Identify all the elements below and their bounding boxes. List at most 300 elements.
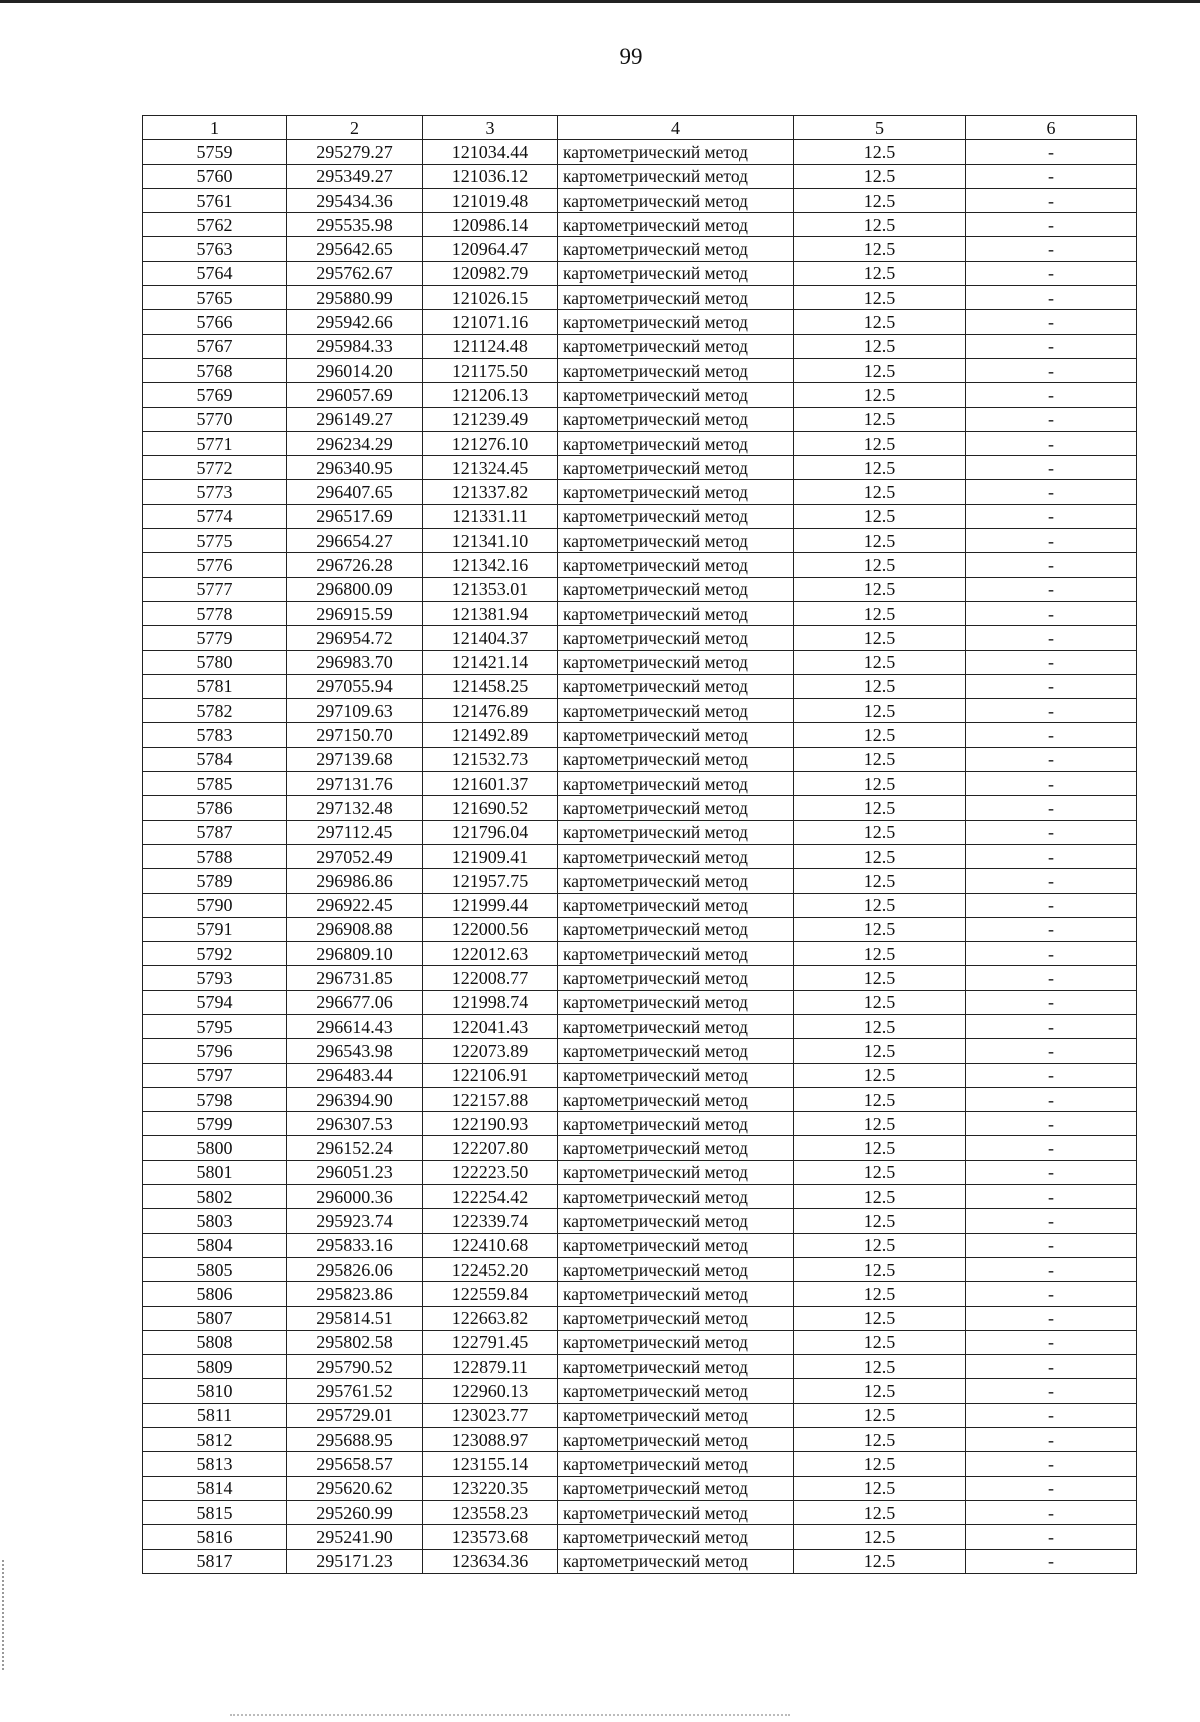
note-cell: - — [966, 601, 1137, 625]
method-cell: картометрический метод — [558, 1039, 794, 1063]
x-coordinate-cell: 296000.36 — [287, 1185, 423, 1209]
y-coordinate-cell: 123155.14 — [423, 1452, 558, 1476]
table-row — [143, 1039, 1137, 1063]
table-row — [143, 650, 1137, 674]
x-coordinate-cell: 297132.48 — [287, 796, 423, 820]
method-cell: картометрический метод — [558, 1063, 794, 1087]
note-cell: - — [966, 1209, 1137, 1233]
note-cell: - — [966, 1039, 1137, 1063]
note-cell: - — [966, 747, 1137, 771]
note-cell: - — [966, 674, 1137, 698]
note-cell: - — [966, 990, 1137, 1014]
note-cell: - — [966, 529, 1137, 553]
table-row — [143, 286, 1137, 310]
method-cell: картометрический метод — [558, 1452, 794, 1476]
y-coordinate-cell: 123088.97 — [423, 1428, 558, 1452]
accuracy-cell: 12.5 — [794, 796, 966, 820]
table-row — [143, 626, 1137, 650]
y-coordinate-cell: 122663.82 — [423, 1306, 558, 1330]
accuracy-cell: 12.5 — [794, 1063, 966, 1087]
method-cell: картометрический метод — [558, 310, 794, 334]
method-cell: картометрический метод — [558, 188, 794, 212]
y-coordinate-cell: 121071.16 — [423, 310, 558, 334]
x-coordinate-cell: 296731.85 — [287, 966, 423, 990]
method-cell: картометрический метод — [558, 1549, 794, 1573]
accuracy-cell: 12.5 — [794, 1039, 966, 1063]
point-number-cell: 5788 — [143, 844, 287, 868]
y-coordinate-cell: 121404.37 — [423, 626, 558, 650]
note-cell: - — [966, 1403, 1137, 1427]
table-row — [143, 1112, 1137, 1136]
table-row — [143, 844, 1137, 868]
note-cell: - — [966, 310, 1137, 334]
y-coordinate-cell: 121331.11 — [423, 504, 558, 528]
y-coordinate-cell: 121337.82 — [423, 480, 558, 504]
point-number-cell: 5766 — [143, 310, 287, 334]
note-cell: - — [966, 772, 1137, 796]
note-cell: - — [966, 407, 1137, 431]
note-cell: - — [966, 650, 1137, 674]
method-cell: картометрический метод — [558, 553, 794, 577]
table-row — [143, 237, 1137, 261]
x-coordinate-cell: 295942.66 — [287, 310, 423, 334]
point-number-cell: 5817 — [143, 1549, 287, 1573]
x-coordinate-cell: 295241.90 — [287, 1525, 423, 1549]
x-coordinate-cell: 295620.62 — [287, 1476, 423, 1500]
accuracy-cell: 12.5 — [794, 1257, 966, 1281]
method-cell: картометрический метод — [558, 796, 794, 820]
accuracy-cell: 12.5 — [794, 310, 966, 334]
table-row — [143, 1014, 1137, 1038]
method-cell: картометрический метод — [558, 626, 794, 650]
method-cell: картометрический метод — [558, 1428, 794, 1452]
accuracy-cell: 12.5 — [794, 1525, 966, 1549]
accuracy-cell: 12.5 — [794, 1112, 966, 1136]
x-coordinate-cell: 296051.23 — [287, 1160, 423, 1184]
note-cell: - — [966, 1452, 1137, 1476]
point-number-cell: 5809 — [143, 1355, 287, 1379]
y-coordinate-cell: 121999.44 — [423, 893, 558, 917]
point-number-cell: 5779 — [143, 626, 287, 650]
y-coordinate-cell: 122207.80 — [423, 1136, 558, 1160]
y-coordinate-cell: 121909.41 — [423, 844, 558, 868]
method-cell: картометрический метод — [558, 1209, 794, 1233]
accuracy-cell: 12.5 — [794, 893, 966, 917]
table-row — [143, 893, 1137, 917]
accuracy-cell: 12.5 — [794, 966, 966, 990]
table-row — [143, 674, 1137, 698]
x-coordinate-cell: 296915.59 — [287, 601, 423, 625]
x-coordinate-cell: 296407.65 — [287, 480, 423, 504]
note-cell: - — [966, 869, 1137, 893]
x-coordinate-cell: 295658.57 — [287, 1452, 423, 1476]
x-coordinate-cell: 295535.98 — [287, 213, 423, 237]
point-number-cell: 5807 — [143, 1306, 287, 1330]
top-border-rule — [0, 0, 1200, 3]
method-cell: картометрический метод — [558, 164, 794, 188]
note-cell: - — [966, 213, 1137, 237]
y-coordinate-cell: 122041.43 — [423, 1014, 558, 1038]
table-row — [143, 820, 1137, 844]
note-cell: - — [966, 358, 1137, 382]
point-number-cell: 5771 — [143, 431, 287, 455]
accuracy-cell: 12.5 — [794, 1014, 966, 1038]
method-cell: картометрический метод — [558, 358, 794, 382]
table-row — [143, 942, 1137, 966]
method-cell: картометрический метод — [558, 529, 794, 553]
column-header: 2 — [287, 116, 423, 140]
x-coordinate-cell: 295814.51 — [287, 1306, 423, 1330]
table-row — [143, 456, 1137, 480]
method-cell: картометрический метод — [558, 334, 794, 358]
y-coordinate-cell: 121026.15 — [423, 286, 558, 310]
accuracy-cell: 12.5 — [794, 1087, 966, 1111]
table-row — [143, 1379, 1137, 1403]
table-row — [143, 480, 1137, 504]
point-number-cell: 5816 — [143, 1525, 287, 1549]
table-row — [143, 334, 1137, 358]
table-row — [143, 1330, 1137, 1354]
accuracy-cell: 12.5 — [794, 1282, 966, 1306]
y-coordinate-cell: 122073.89 — [423, 1039, 558, 1063]
table-row — [143, 383, 1137, 407]
accuracy-cell: 12.5 — [794, 407, 966, 431]
accuracy-cell: 12.5 — [794, 213, 966, 237]
accuracy-cell: 12.5 — [794, 699, 966, 723]
point-number-cell: 5801 — [143, 1160, 287, 1184]
x-coordinate-cell: 297139.68 — [287, 747, 423, 771]
y-coordinate-cell: 122879.11 — [423, 1355, 558, 1379]
accuracy-cell: 12.5 — [794, 650, 966, 674]
y-coordinate-cell: 121796.04 — [423, 820, 558, 844]
y-coordinate-cell: 121381.94 — [423, 601, 558, 625]
table-row — [143, 261, 1137, 285]
point-number-cell: 5810 — [143, 1379, 287, 1403]
method-cell: картометрический метод — [558, 1525, 794, 1549]
note-cell: - — [966, 1525, 1137, 1549]
note-cell: - — [966, 1500, 1137, 1524]
note-cell: - — [966, 1549, 1137, 1573]
page-number: 99 — [619, 44, 643, 69]
accuracy-cell: 12.5 — [794, 1306, 966, 1330]
table-row — [143, 1233, 1137, 1257]
y-coordinate-cell: 121476.89 — [423, 699, 558, 723]
method-cell: картометрический метод — [558, 407, 794, 431]
point-number-cell: 5795 — [143, 1014, 287, 1038]
method-cell: картометрический метод — [558, 917, 794, 941]
note-cell: - — [966, 966, 1137, 990]
table-row — [143, 723, 1137, 747]
note-cell: - — [966, 1112, 1137, 1136]
accuracy-cell: 12.5 — [794, 601, 966, 625]
x-coordinate-cell: 295984.33 — [287, 334, 423, 358]
table-row — [143, 1185, 1137, 1209]
table-row — [143, 1355, 1137, 1379]
table-row — [143, 504, 1137, 528]
y-coordinate-cell: 121342.16 — [423, 553, 558, 577]
table-row — [143, 188, 1137, 212]
accuracy-cell: 12.5 — [794, 1428, 966, 1452]
y-coordinate-cell: 122960.13 — [423, 1379, 558, 1403]
method-cell: картометрический метод — [558, 1112, 794, 1136]
accuracy-cell: 12.5 — [794, 942, 966, 966]
point-number-cell: 5780 — [143, 650, 287, 674]
y-coordinate-cell: 121036.12 — [423, 164, 558, 188]
accuracy-cell: 12.5 — [794, 869, 966, 893]
accuracy-cell: 12.5 — [794, 1476, 966, 1500]
note-cell: - — [966, 286, 1137, 310]
note-cell: - — [966, 1014, 1137, 1038]
method-cell: картометрический метод — [558, 1403, 794, 1427]
note-cell: - — [966, 140, 1137, 164]
note-cell: - — [966, 1185, 1137, 1209]
point-number-cell: 5815 — [143, 1500, 287, 1524]
x-coordinate-cell: 296986.86 — [287, 869, 423, 893]
accuracy-cell: 12.5 — [794, 577, 966, 601]
y-coordinate-cell: 120964.47 — [423, 237, 558, 261]
method-cell: картометрический метод — [558, 213, 794, 237]
table-row — [143, 577, 1137, 601]
y-coordinate-cell: 121206.13 — [423, 383, 558, 407]
table-row — [143, 1500, 1137, 1524]
x-coordinate-cell: 295762.67 — [287, 261, 423, 285]
accuracy-cell: 12.5 — [794, 1452, 966, 1476]
accuracy-cell: 12.5 — [794, 747, 966, 771]
note-cell: - — [966, 383, 1137, 407]
x-coordinate-cell: 296152.24 — [287, 1136, 423, 1160]
y-coordinate-cell: 122190.93 — [423, 1112, 558, 1136]
point-number-cell: 5783 — [143, 723, 287, 747]
point-number-cell: 5808 — [143, 1330, 287, 1354]
accuracy-cell: 12.5 — [794, 723, 966, 747]
y-coordinate-cell: 122223.50 — [423, 1160, 558, 1184]
method-cell: картометрический метод — [558, 966, 794, 990]
point-number-cell: 5800 — [143, 1136, 287, 1160]
accuracy-cell: 12.5 — [794, 772, 966, 796]
accuracy-cell: 12.5 — [794, 286, 966, 310]
x-coordinate-cell: 296654.27 — [287, 529, 423, 553]
note-cell: - — [966, 796, 1137, 820]
x-coordinate-cell: 296340.95 — [287, 456, 423, 480]
method-cell: картометрический метод — [558, 504, 794, 528]
table-row — [143, 1160, 1137, 1184]
accuracy-cell: 12.5 — [794, 383, 966, 407]
x-coordinate-cell: 296614.43 — [287, 1014, 423, 1038]
accuracy-cell: 12.5 — [794, 480, 966, 504]
column-header: 4 — [558, 116, 794, 140]
x-coordinate-cell: 296517.69 — [287, 504, 423, 528]
y-coordinate-cell: 122000.56 — [423, 917, 558, 941]
x-coordinate-cell: 295923.74 — [287, 1209, 423, 1233]
accuracy-cell: 12.5 — [794, 1379, 966, 1403]
y-coordinate-cell: 122254.42 — [423, 1185, 558, 1209]
x-coordinate-cell: 295833.16 — [287, 1233, 423, 1257]
y-coordinate-cell: 121019.48 — [423, 188, 558, 212]
point-number-cell: 5797 — [143, 1063, 287, 1087]
point-number-cell: 5789 — [143, 869, 287, 893]
y-coordinate-cell: 122452.20 — [423, 1257, 558, 1281]
table-row — [143, 431, 1137, 455]
point-number-cell: 5782 — [143, 699, 287, 723]
point-number-cell: 5784 — [143, 747, 287, 771]
accuracy-cell: 12.5 — [794, 529, 966, 553]
point-number-cell: 5792 — [143, 942, 287, 966]
accuracy-cell: 12.5 — [794, 504, 966, 528]
y-coordinate-cell: 121690.52 — [423, 796, 558, 820]
method-cell: картометрический метод — [558, 1185, 794, 1209]
note-cell: - — [966, 942, 1137, 966]
table-row — [143, 407, 1137, 431]
point-number-cell: 5781 — [143, 674, 287, 698]
column-header: 1 — [143, 116, 287, 140]
method-cell: картометрический метод — [558, 893, 794, 917]
point-number-cell: 5777 — [143, 577, 287, 601]
note-cell: - — [966, 1306, 1137, 1330]
x-coordinate-cell: 296983.70 — [287, 650, 423, 674]
point-number-cell: 5772 — [143, 456, 287, 480]
note-cell: - — [966, 723, 1137, 747]
x-coordinate-cell: 295790.52 — [287, 1355, 423, 1379]
note-cell: - — [966, 917, 1137, 941]
note-cell: - — [966, 577, 1137, 601]
method-cell: картометрический метод — [558, 674, 794, 698]
x-coordinate-cell: 296726.28 — [287, 553, 423, 577]
accuracy-cell: 12.5 — [794, 1549, 966, 1573]
method-cell: картометрический метод — [558, 990, 794, 1014]
x-coordinate-cell: 295349.27 — [287, 164, 423, 188]
accuracy-cell: 12.5 — [794, 1403, 966, 1427]
x-coordinate-cell: 295642.65 — [287, 237, 423, 261]
x-coordinate-cell: 295434.36 — [287, 188, 423, 212]
point-number-cell: 5760 — [143, 164, 287, 188]
column-header: 3 — [423, 116, 558, 140]
table-body — [143, 140, 1137, 1574]
method-cell: картометрический метод — [558, 601, 794, 625]
method-cell: картометрический метод — [558, 723, 794, 747]
note-cell: - — [966, 699, 1137, 723]
table-row — [143, 213, 1137, 237]
point-number-cell: 5776 — [143, 553, 287, 577]
table-row — [143, 358, 1137, 382]
margin-scan-marks — [2, 1560, 6, 1670]
x-coordinate-cell: 297109.63 — [287, 699, 423, 723]
note-cell: - — [966, 626, 1137, 650]
note-cell: - — [966, 456, 1137, 480]
x-coordinate-cell: 295761.52 — [287, 1379, 423, 1403]
table-row — [143, 699, 1137, 723]
column-header: 6 — [966, 116, 1137, 140]
x-coordinate-cell: 295260.99 — [287, 1500, 423, 1524]
x-coordinate-cell: 295279.27 — [287, 140, 423, 164]
y-coordinate-cell: 121957.75 — [423, 869, 558, 893]
point-number-cell: 5763 — [143, 237, 287, 261]
table-row — [143, 310, 1137, 334]
note-cell: - — [966, 553, 1137, 577]
y-coordinate-cell: 122106.91 — [423, 1063, 558, 1087]
accuracy-cell: 12.5 — [794, 1500, 966, 1524]
method-cell: картометрический метод — [558, 1160, 794, 1184]
method-cell: картометрический метод — [558, 1500, 794, 1524]
column-header: 5 — [794, 116, 966, 140]
y-coordinate-cell: 122008.77 — [423, 966, 558, 990]
accuracy-cell: 12.5 — [794, 431, 966, 455]
x-coordinate-cell: 296543.98 — [287, 1039, 423, 1063]
y-coordinate-cell: 121034.44 — [423, 140, 558, 164]
table-row — [143, 601, 1137, 625]
table-row — [143, 529, 1137, 553]
accuracy-cell: 12.5 — [794, 553, 966, 577]
table-row — [143, 796, 1137, 820]
table-row — [143, 553, 1137, 577]
y-coordinate-cell: 122410.68 — [423, 1233, 558, 1257]
accuracy-cell: 12.5 — [794, 334, 966, 358]
table-row — [143, 1257, 1137, 1281]
y-coordinate-cell: 123023.77 — [423, 1403, 558, 1427]
note-cell: - — [966, 1330, 1137, 1354]
method-cell: картометрический метод — [558, 747, 794, 771]
point-number-cell: 5798 — [143, 1087, 287, 1111]
y-coordinate-cell: 120986.14 — [423, 213, 558, 237]
accuracy-cell: 12.5 — [794, 1160, 966, 1184]
accuracy-cell: 12.5 — [794, 990, 966, 1014]
note-cell: - — [966, 1063, 1137, 1087]
y-coordinate-cell: 120982.79 — [423, 261, 558, 285]
accuracy-cell: 12.5 — [794, 237, 966, 261]
x-coordinate-cell: 295823.86 — [287, 1282, 423, 1306]
y-coordinate-cell: 122012.63 — [423, 942, 558, 966]
y-coordinate-cell: 121341.10 — [423, 529, 558, 553]
accuracy-cell: 12.5 — [794, 1209, 966, 1233]
point-number-cell: 5804 — [143, 1233, 287, 1257]
note-cell: - — [966, 1282, 1137, 1306]
point-number-cell: 5765 — [143, 286, 287, 310]
point-number-cell: 5778 — [143, 601, 287, 625]
note-cell: - — [966, 1160, 1137, 1184]
y-coordinate-cell: 122791.45 — [423, 1330, 558, 1354]
table-row — [143, 1209, 1137, 1233]
x-coordinate-cell: 296809.10 — [287, 942, 423, 966]
point-number-cell: 5759 — [143, 140, 287, 164]
method-cell: картометрический метод — [558, 577, 794, 601]
method-cell: картометрический метод — [558, 1476, 794, 1500]
method-cell: картометрический метод — [558, 869, 794, 893]
method-cell: картометрический метод — [558, 1355, 794, 1379]
point-number-cell: 5803 — [143, 1209, 287, 1233]
point-number-cell: 5813 — [143, 1452, 287, 1476]
x-coordinate-cell: 296483.44 — [287, 1063, 423, 1087]
method-cell: картометрический метод — [558, 1379, 794, 1403]
note-cell: - — [966, 1355, 1137, 1379]
accuracy-cell: 12.5 — [794, 820, 966, 844]
point-number-cell: 5805 — [143, 1257, 287, 1281]
x-coordinate-cell: 297150.70 — [287, 723, 423, 747]
point-number-cell: 5761 — [143, 188, 287, 212]
y-coordinate-cell: 122559.84 — [423, 1282, 558, 1306]
x-coordinate-cell: 295171.23 — [287, 1549, 423, 1573]
accuracy-cell: 12.5 — [794, 358, 966, 382]
point-number-cell: 5814 — [143, 1476, 287, 1500]
method-cell: картометрический метод — [558, 1282, 794, 1306]
note-cell: - — [966, 1087, 1137, 1111]
accuracy-cell: 12.5 — [794, 188, 966, 212]
note-cell: - — [966, 164, 1137, 188]
method-cell: картометрический метод — [558, 1014, 794, 1038]
method-cell: картометрический метод — [558, 383, 794, 407]
accuracy-cell: 12.5 — [794, 1330, 966, 1354]
note-cell: - — [966, 893, 1137, 917]
y-coordinate-cell: 122157.88 — [423, 1087, 558, 1111]
point-number-cell: 5794 — [143, 990, 287, 1014]
